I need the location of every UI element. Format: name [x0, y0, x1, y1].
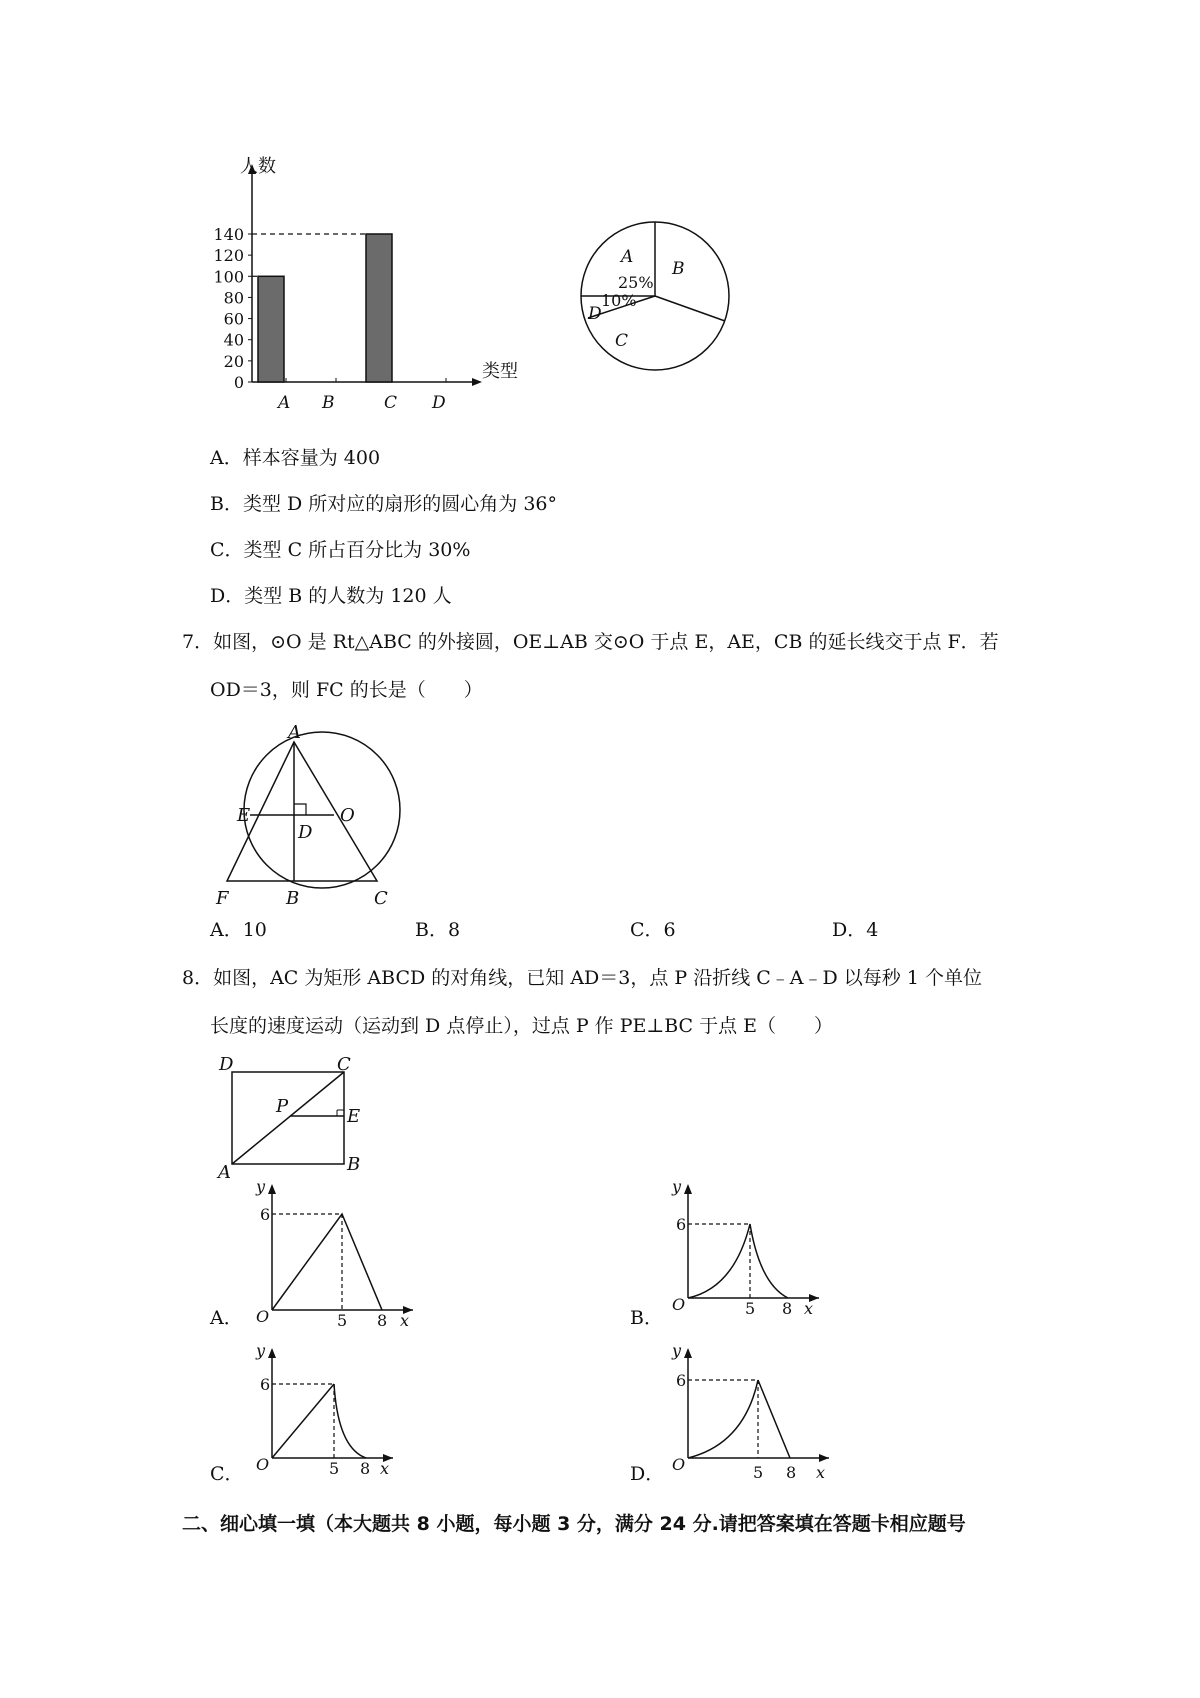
q7-circle [244, 732, 400, 888]
q8-graph-b-curve [688, 1224, 788, 1298]
bar-chart-y-tick-label: 40 [223, 330, 244, 350]
q7-label-a: A [288, 722, 301, 743]
q8-option-c-letter: C． [210, 1463, 244, 1485]
q8-graph-a-x-label: x [400, 1311, 410, 1330]
q8-label-p: P [276, 1096, 289, 1117]
q8-graph-c-x-label: x [380, 1459, 390, 1478]
bar-chart-y-tick-label: 20 [223, 351, 244, 371]
q7-label-f: F [216, 888, 229, 909]
bar-chart-category-label: B [322, 393, 335, 413]
q8-graph-d-y-label: y [672, 1341, 682, 1360]
bar-chart-y-tick-label: 120 [213, 246, 244, 266]
bar-chart-y-tick-label: 100 [213, 267, 244, 287]
q6-option-a: A．样本容量为 400 [210, 447, 381, 469]
q8-graph-d-origin: O [672, 1455, 686, 1474]
q7-right-angle-mark [294, 804, 306, 815]
q8-graph-d-curve [688, 1380, 758, 1458]
pie-label-b: B [672, 259, 685, 279]
pie-chart [575, 218, 745, 378]
q8-graph-c-x-tick-8: 8 [360, 1459, 371, 1478]
bar-chart-x-arrow [472, 378, 482, 386]
q7-figure [210, 718, 420, 908]
q8-graph-b-y-label: y [672, 1177, 682, 1196]
pie-label-d: D [588, 304, 602, 324]
pie-annotation-25: 25% [618, 273, 654, 292]
q7-label-b: B [286, 888, 300, 909]
q8-option-b-letter: B． [630, 1307, 663, 1329]
q8-graph-d-x-tick-5: 5 [753, 1463, 764, 1482]
q8-graph-a-y-tick: 6 [260, 1205, 271, 1224]
q6-option-d: D．类型 B 的人数为 120 人 [210, 585, 452, 607]
section-2-heading: 二、细心填一填（本大题共 8 小题，每小题 3 分，满分 24 分.请把答案填在答题卡相应题号 [182, 1513, 966, 1535]
q8-graph-d-x-label: x [816, 1463, 826, 1482]
q7-option-c: C．6 [630, 919, 676, 941]
q8-graph-a-x-tick-8: 8 [377, 1311, 388, 1330]
q7-option-d: D．4 [832, 919, 879, 941]
q8-graph-d-y-tick: 6 [676, 1371, 687, 1390]
bar-chart-category-label: A [278, 393, 291, 413]
q8-graph-c-y-tick: 6 [260, 1375, 271, 1394]
q7-stem-line2: OD＝3，则 FC 的长是（ ） [210, 679, 483, 701]
q7-label-d: D [298, 822, 313, 843]
bar-chart-bar [258, 276, 284, 382]
q8-graph-a-origin: O [256, 1307, 270, 1326]
q8-label-c: C [337, 1054, 351, 1075]
q8-graph-b-y-tick: 6 [676, 1215, 687, 1234]
q8-graph-c-x-tick-5: 5 [329, 1459, 340, 1478]
q8-graph-b-x-tick-8: 8 [782, 1299, 793, 1318]
pie-label-a: A [621, 247, 634, 267]
q7-option-b: B．8 [415, 919, 461, 941]
q8-stem-line1: 8．如图，AC 为矩形 ABCD 的对角线，已知 AD＝3，点 P 沿折线 C﹣A﹣D 以每秒 1 个单位 [182, 967, 982, 989]
bar-chart-y-tick-label: 80 [223, 288, 244, 308]
q7-label-e: E [237, 805, 251, 826]
q7-option-a: A．10 [210, 919, 267, 941]
q8-graph-c [248, 1340, 418, 1490]
q7-label-o: O [340, 805, 355, 826]
bar-chart-category-label: C [384, 393, 398, 413]
bar-chart-xlabel: 类型 [482, 361, 518, 382]
pie-annotation-10: 10% [601, 291, 637, 310]
q8-graph-d-line [758, 1380, 790, 1458]
q8-graph-b-x-tick-5: 5 [745, 1299, 756, 1318]
q8-stem-line2: 长度的速度运动（运动到 D 点停止），过点 P 作 PE⊥BC 于点 E（ ） [210, 1015, 834, 1037]
bar-chart-y-tick-label: 140 [213, 225, 244, 244]
q7-label-c: C [374, 888, 388, 909]
q8-option-d-letter: D． [630, 1463, 665, 1485]
q7-stem-line1: 7．如图，⊙O 是 Rt△ABC 的外接圆，OE⊥AB 交⊙O 于点 E，AE，CB 的延长线交于点 F．若 [182, 631, 999, 653]
q8-graph-d [664, 1340, 844, 1490]
q8-graph-b-origin: O [672, 1295, 686, 1314]
q8-graph-c-line [272, 1384, 334, 1458]
bar-chart-category-label: D [432, 393, 446, 413]
q8-graph-c-curve [334, 1384, 366, 1458]
q8-label-b: B [347, 1154, 361, 1175]
bar-chart-bar [366, 234, 392, 382]
q8-diagonal-ac [232, 1072, 344, 1164]
q8-graph-c-origin: O [256, 1455, 270, 1474]
q8-graph-c-y-label: y [256, 1341, 266, 1360]
q6-option-c: C．类型 C 所占百分比为 30% [210, 539, 471, 561]
q8-rectangle-figure [210, 1052, 370, 1182]
q6-option-b: B．类型 D 所对应的扇形的圆心角为 36° [210, 493, 557, 515]
q8-label-a: A [218, 1162, 231, 1183]
bar-chart-y-tick-label: 0 [233, 373, 244, 392]
q8-graph-b [664, 1176, 834, 1326]
q8-graph-a-curve [272, 1214, 382, 1310]
q8-graph-a-x-tick-5: 5 [337, 1311, 348, 1330]
pie-label-c: C [615, 331, 629, 351]
q8-graph-b-x-label: x [804, 1299, 814, 1318]
q8-graph-a [248, 1176, 418, 1330]
q8-option-a-letter: A． [210, 1307, 243, 1329]
bar-chart [210, 150, 540, 413]
bar-chart-ylabel: 人数 [240, 156, 276, 177]
bar-chart-y-tick-label: 60 [223, 309, 244, 329]
q8-label-d: D [219, 1054, 234, 1075]
q8-graph-d-x-tick-8: 8 [786, 1463, 797, 1482]
q8-label-e: E [347, 1106, 361, 1127]
q8-graph-a-y-label: y [256, 1177, 266, 1196]
pie-divider-b-c [655, 296, 725, 321]
